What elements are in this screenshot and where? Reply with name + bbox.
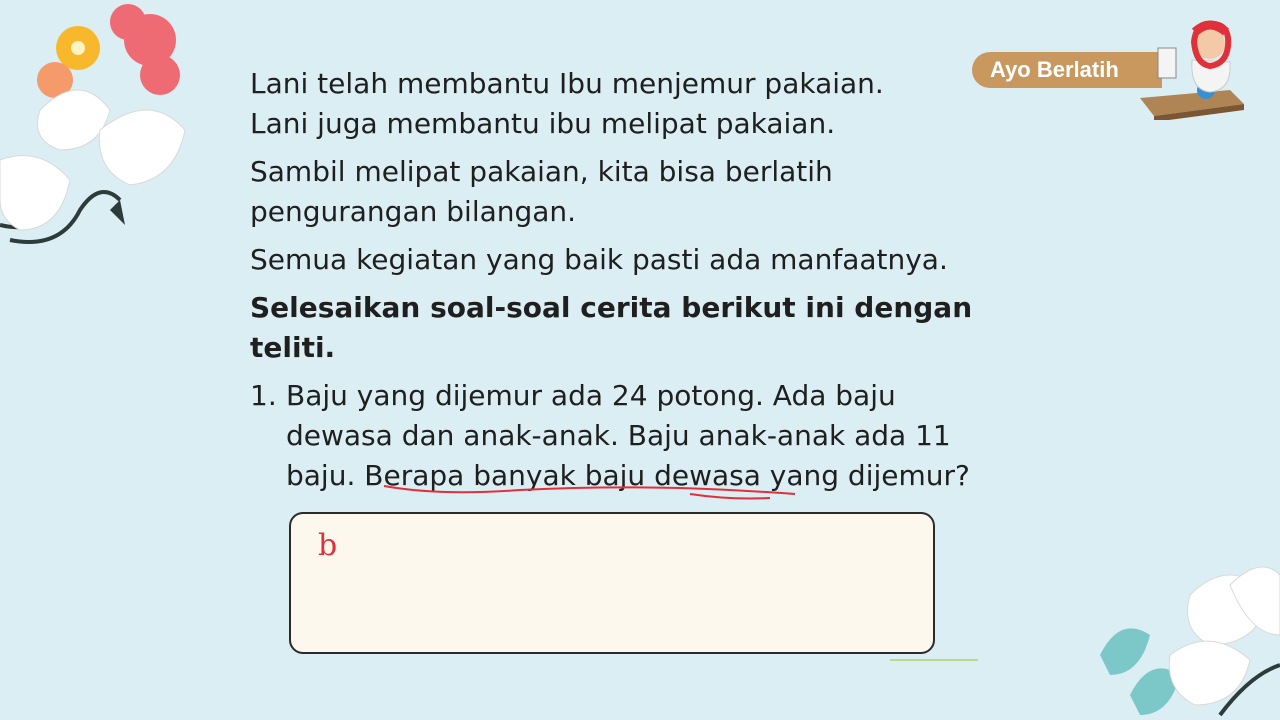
intro-paragraph-3 <box>250 240 1010 280</box>
answer-box[interactable] <box>289 512 935 654</box>
text-line: teliti. <box>250 331 336 364</box>
intro-paragraph-2 <box>250 152 1010 232</box>
text-line: baju. Berapa banyak baju dewasa yang dijemur? <box>286 459 970 492</box>
text-line: Sambil melipat pakaian, kita bisa berlatih <box>250 155 833 188</box>
question-number: 1. <box>250 379 277 412</box>
student-desk-illustration <box>1140 20 1250 120</box>
instruction-paragraph <box>250 288 1010 368</box>
text-line: Lani telah membantu Ibu menjemur pakaian. <box>250 67 884 100</box>
badge-label: Ayo Berlatih <box>990 57 1119 82</box>
intro-paragraph-1 <box>250 64 1010 144</box>
handwritten-annotation: b <box>318 528 338 563</box>
text-line: Baju yang dijemur ada 24 potong. Ada baju <box>286 379 896 412</box>
green-stroke <box>890 657 980 663</box>
text-line: Lani juga membantu ibu melipat pakaian. <box>250 107 836 140</box>
text-line: pengurangan bilangan. <box>250 195 577 228</box>
flower-decoration-top-left <box>0 0 200 280</box>
text-line: Semua kegiatan yang baik pasti ada manfaatnya. <box>250 243 948 276</box>
flower-decoration-bottom-right <box>1080 555 1280 720</box>
text-line: Selesaikan soal-soal cerita berikut ini dengan <box>250 291 973 324</box>
text-line: dewasa dan anak-anak. Baju anak-anak ada 11 <box>286 419 951 452</box>
red-underline-annotation <box>380 478 800 508</box>
